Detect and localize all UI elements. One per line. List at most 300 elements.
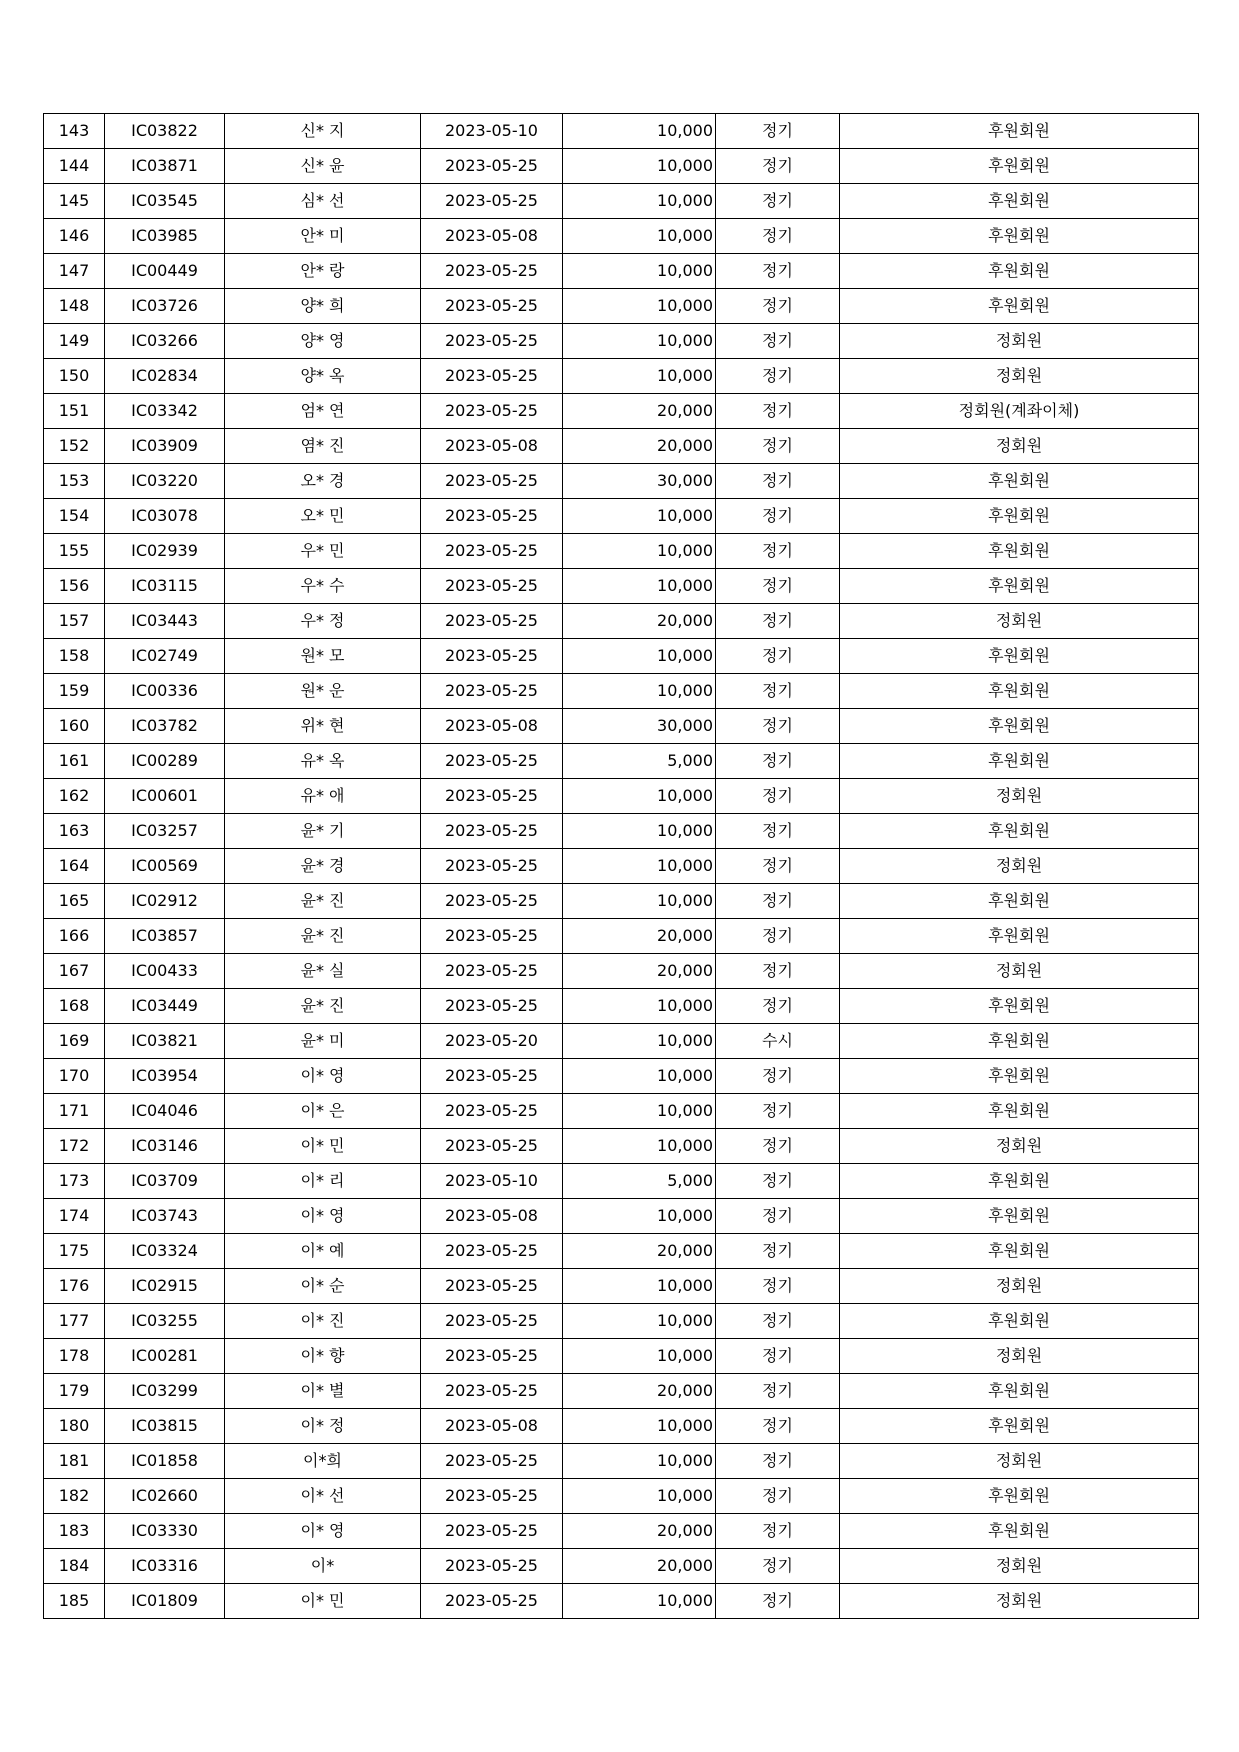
payment-type-cell: 정기 — [716, 1514, 840, 1549]
payment-type-cell: 정기 — [716, 779, 840, 814]
payment-date-cell: 2023-05-25 — [421, 1304, 563, 1339]
amount-cell: 10,000 — [563, 1444, 716, 1479]
donor-name-cell: 이* 정 — [225, 1409, 421, 1444]
table-row — [44, 1584, 1199, 1619]
amount-cell: 10,000 — [563, 1409, 716, 1444]
donation-table — [43, 113, 1199, 1619]
member-id-cell: IC03146 — [105, 1129, 225, 1164]
amount-cell: 10,000 — [563, 1059, 716, 1094]
member-type-cell: 후원회원 — [840, 1024, 1199, 1059]
donor-name-cell: 이* 민 — [225, 1129, 421, 1164]
payment-type-cell: 정기 — [716, 1584, 840, 1619]
member-id-cell: IC03115 — [105, 569, 225, 604]
member-id-cell: IC03324 — [105, 1234, 225, 1269]
member-type-cell: 후원회원 — [840, 114, 1199, 149]
payment-type-cell: 정기 — [716, 394, 840, 429]
member-id-cell: IC03726 — [105, 289, 225, 324]
donor-name-cell: 이* 영 — [225, 1059, 421, 1094]
payment-date-cell: 2023-05-25 — [421, 954, 563, 989]
amount-cell: 5,000 — [563, 1164, 716, 1199]
payment-date-cell: 2023-05-25 — [421, 534, 563, 569]
member-id-cell: IC00289 — [105, 744, 225, 779]
payment-type-cell: 정기 — [716, 464, 840, 499]
row-number-cell: 145 — [44, 184, 105, 219]
member-id-cell: IC03909 — [105, 429, 225, 464]
row-number-cell: 173 — [44, 1164, 105, 1199]
donor-name-cell: 윤* 진 — [225, 919, 421, 954]
amount-cell: 20,000 — [563, 1549, 716, 1584]
member-id-cell: IC03743 — [105, 1199, 225, 1234]
donor-name-cell: 유* 옥 — [225, 744, 421, 779]
amount-cell: 20,000 — [563, 954, 716, 989]
row-number-cell: 182 — [44, 1479, 105, 1514]
payment-type-cell: 정기 — [716, 1199, 840, 1234]
member-id-cell: IC03709 — [105, 1164, 225, 1199]
member-type-cell: 후원회원 — [840, 814, 1199, 849]
member-type-cell: 정회원 — [840, 779, 1199, 814]
table-row — [44, 1024, 1199, 1059]
member-id-cell: IC03782 — [105, 709, 225, 744]
member-type-cell: 정회원 — [840, 1549, 1199, 1584]
member-id-cell: IC02912 — [105, 884, 225, 919]
payment-type-cell: 정기 — [716, 1234, 840, 1269]
amount-cell: 10,000 — [563, 1269, 716, 1304]
payment-type-cell: 정기 — [716, 254, 840, 289]
payment-date-cell: 2023-05-25 — [421, 604, 563, 639]
payment-type-cell: 정기 — [716, 324, 840, 359]
donor-name-cell: 염* 진 — [225, 429, 421, 464]
payment-type-cell: 정기 — [716, 534, 840, 569]
amount-cell: 10,000 — [563, 499, 716, 534]
member-id-cell: IC03449 — [105, 989, 225, 1024]
amount-cell: 10,000 — [563, 149, 716, 184]
payment-date-cell: 2023-05-25 — [421, 989, 563, 1024]
member-id-cell: IC02660 — [105, 1479, 225, 1514]
row-number-cell: 174 — [44, 1199, 105, 1234]
member-type-cell: 후원회원 — [840, 744, 1199, 779]
table-row — [44, 324, 1199, 359]
payment-date-cell: 2023-05-25 — [421, 919, 563, 954]
row-number-cell: 160 — [44, 709, 105, 744]
member-type-cell: 정회원 — [840, 1584, 1199, 1619]
amount-cell: 10,000 — [563, 989, 716, 1024]
payment-date-cell: 2023-05-25 — [421, 289, 563, 324]
table-row — [44, 1059, 1199, 1094]
payment-date-cell: 2023-05-25 — [421, 359, 563, 394]
member-type-cell: 후원회원 — [840, 219, 1199, 254]
row-number-cell: 153 — [44, 464, 105, 499]
amount-cell: 20,000 — [563, 604, 716, 639]
table-row — [44, 779, 1199, 814]
row-number-cell: 147 — [44, 254, 105, 289]
member-id-cell: IC03078 — [105, 499, 225, 534]
amount-cell: 10,000 — [563, 1339, 716, 1374]
amount-cell: 10,000 — [563, 184, 716, 219]
amount-cell: 20,000 — [563, 1234, 716, 1269]
member-type-cell: 후원회원 — [840, 569, 1199, 604]
member-id-cell: IC03316 — [105, 1549, 225, 1584]
donor-name-cell: 이* 향 — [225, 1339, 421, 1374]
amount-cell: 10,000 — [563, 569, 716, 604]
donor-name-cell: 이* 영 — [225, 1199, 421, 1234]
table-row — [44, 1199, 1199, 1234]
payment-date-cell: 2023-05-25 — [421, 1374, 563, 1409]
amount-cell: 10,000 — [563, 674, 716, 709]
payment-date-cell: 2023-05-25 — [421, 569, 563, 604]
member-type-cell: 후원회원 — [840, 884, 1199, 919]
row-number-cell: 156 — [44, 569, 105, 604]
donor-name-cell: 이* 별 — [225, 1374, 421, 1409]
payment-date-cell: 2023-05-08 — [421, 709, 563, 744]
donor-name-cell: 윤* 진 — [225, 989, 421, 1024]
table-row — [44, 744, 1199, 779]
member-id-cell: IC00601 — [105, 779, 225, 814]
payment-date-cell: 2023-05-25 — [421, 1129, 563, 1164]
member-id-cell: IC00336 — [105, 674, 225, 709]
row-number-cell: 178 — [44, 1339, 105, 1374]
amount-cell: 10,000 — [563, 1304, 716, 1339]
amount-cell: 10,000 — [563, 779, 716, 814]
donor-name-cell: 신* 윤 — [225, 149, 421, 184]
payment-type-cell: 정기 — [716, 1479, 840, 1514]
row-number-cell: 163 — [44, 814, 105, 849]
payment-type-cell: 수시 — [716, 1024, 840, 1059]
member-id-cell: IC03255 — [105, 1304, 225, 1339]
payment-date-cell: 2023-05-25 — [421, 324, 563, 359]
row-number-cell: 162 — [44, 779, 105, 814]
payment-date-cell: 2023-05-10 — [421, 1164, 563, 1199]
row-number-cell: 185 — [44, 1584, 105, 1619]
table-row — [44, 1514, 1199, 1549]
amount-cell: 30,000 — [563, 709, 716, 744]
member-id-cell: IC03257 — [105, 814, 225, 849]
member-type-cell: 정회원 — [840, 954, 1199, 989]
member-id-cell: IC03857 — [105, 919, 225, 954]
amount-cell: 10,000 — [563, 1199, 716, 1234]
amount-cell: 10,000 — [563, 1479, 716, 1514]
table-row — [44, 604, 1199, 639]
row-number-cell: 143 — [44, 114, 105, 149]
donor-name-cell: 이* 은 — [225, 1094, 421, 1129]
donor-name-cell: 엄* 연 — [225, 394, 421, 429]
table-row — [44, 989, 1199, 1024]
amount-cell: 10,000 — [563, 1584, 716, 1619]
member-id-cell: IC00433 — [105, 954, 225, 989]
table-row — [44, 254, 1199, 289]
amount-cell: 20,000 — [563, 1374, 716, 1409]
amount-cell: 10,000 — [563, 1024, 716, 1059]
member-type-cell: 정회원 — [840, 1339, 1199, 1374]
row-number-cell: 181 — [44, 1444, 105, 1479]
member-id-cell: IC03954 — [105, 1059, 225, 1094]
payment-date-cell: 2023-05-08 — [421, 219, 563, 254]
table-row — [44, 569, 1199, 604]
amount-cell: 5,000 — [563, 744, 716, 779]
member-id-cell: IC03821 — [105, 1024, 225, 1059]
donor-name-cell: 안* 랑 — [225, 254, 421, 289]
table-row — [44, 1304, 1199, 1339]
payment-date-cell: 2023-05-25 — [421, 884, 563, 919]
row-number-cell: 152 — [44, 429, 105, 464]
member-type-cell: 정회원 — [840, 604, 1199, 639]
amount-cell: 20,000 — [563, 429, 716, 464]
payment-type-cell: 정기 — [716, 1129, 840, 1164]
donor-name-cell: 이* 예 — [225, 1234, 421, 1269]
amount-cell: 20,000 — [563, 1514, 716, 1549]
payment-date-cell: 2023-05-25 — [421, 149, 563, 184]
donor-name-cell: 윤* 진 — [225, 884, 421, 919]
donor-name-cell: 오* 민 — [225, 499, 421, 534]
member-type-cell: 후원회원 — [840, 1479, 1199, 1514]
payment-date-cell: 2023-05-08 — [421, 1409, 563, 1444]
row-number-cell: 171 — [44, 1094, 105, 1129]
member-id-cell: IC02939 — [105, 534, 225, 569]
member-type-cell: 정회원 — [840, 324, 1199, 359]
donor-name-cell: 이*희 — [225, 1444, 421, 1479]
payment-type-cell: 정기 — [716, 604, 840, 639]
table-row — [44, 289, 1199, 324]
donor-name-cell: 이* 영 — [225, 1514, 421, 1549]
member-type-cell: 후원회원 — [840, 919, 1199, 954]
donation-table-body — [44, 114, 1199, 1619]
amount-cell: 10,000 — [563, 289, 716, 324]
row-number-cell: 168 — [44, 989, 105, 1024]
member-id-cell: IC03266 — [105, 324, 225, 359]
payment-date-cell: 2023-05-25 — [421, 1549, 563, 1584]
member-type-cell: 후원회원 — [840, 1059, 1199, 1094]
row-number-cell: 146 — [44, 219, 105, 254]
member-type-cell: 정회원 — [840, 1129, 1199, 1164]
row-number-cell: 169 — [44, 1024, 105, 1059]
row-number-cell: 165 — [44, 884, 105, 919]
donor-name-cell: 오* 경 — [225, 464, 421, 499]
member-type-cell: 후원회원 — [840, 639, 1199, 674]
member-id-cell: IC03985 — [105, 219, 225, 254]
payment-type-cell: 정기 — [716, 1339, 840, 1374]
payment-type-cell: 정기 — [716, 289, 840, 324]
payment-type-cell: 정기 — [716, 1059, 840, 1094]
payment-date-cell: 2023-05-25 — [421, 814, 563, 849]
table-row — [44, 884, 1199, 919]
payment-type-cell: 정기 — [716, 1549, 840, 1584]
member-type-cell: 정회원 — [840, 1269, 1199, 1304]
member-type-cell: 정회원 — [840, 359, 1199, 394]
row-number-cell: 180 — [44, 1409, 105, 1444]
table-row — [44, 219, 1199, 254]
payment-date-cell: 2023-05-25 — [421, 254, 563, 289]
member-type-cell: 후원회원 — [840, 499, 1199, 534]
amount-cell: 20,000 — [563, 394, 716, 429]
table-row — [44, 1129, 1199, 1164]
payment-date-cell: 2023-05-25 — [421, 499, 563, 534]
member-id-cell: IC03342 — [105, 394, 225, 429]
member-id-cell: IC03299 — [105, 1374, 225, 1409]
row-number-cell: 149 — [44, 324, 105, 359]
donor-name-cell: 이* 선 — [225, 1479, 421, 1514]
payment-date-cell: 2023-05-25 — [421, 1584, 563, 1619]
payment-type-cell: 정기 — [716, 1094, 840, 1129]
row-number-cell: 164 — [44, 849, 105, 884]
amount-cell: 10,000 — [563, 219, 716, 254]
donor-name-cell: 이* 민 — [225, 1584, 421, 1619]
payment-type-cell: 정기 — [716, 1409, 840, 1444]
member-type-cell: 후원회원 — [840, 709, 1199, 744]
member-type-cell: 정회원 — [840, 849, 1199, 884]
payment-type-cell: 정기 — [716, 1444, 840, 1479]
donor-name-cell: 이* 리 — [225, 1164, 421, 1199]
payment-date-cell: 2023-05-25 — [421, 464, 563, 499]
member-id-cell: IC02749 — [105, 639, 225, 674]
table-row — [44, 709, 1199, 744]
row-number-cell: 177 — [44, 1304, 105, 1339]
row-number-cell: 159 — [44, 674, 105, 709]
table-row — [44, 464, 1199, 499]
row-number-cell: 150 — [44, 359, 105, 394]
member-type-cell: 후원회원 — [840, 1199, 1199, 1234]
donor-name-cell: 윤* 실 — [225, 954, 421, 989]
donor-name-cell: 심* 선 — [225, 184, 421, 219]
member-id-cell: IC01809 — [105, 1584, 225, 1619]
member-id-cell: IC00449 — [105, 254, 225, 289]
donor-name-cell: 양* 영 — [225, 324, 421, 359]
payment-date-cell: 2023-05-10 — [421, 114, 563, 149]
table-row — [44, 1164, 1199, 1199]
payment-type-cell: 정기 — [716, 114, 840, 149]
amount-cell: 20,000 — [563, 919, 716, 954]
member-type-cell: 후원회원 — [840, 289, 1199, 324]
donor-name-cell: 이* — [225, 1549, 421, 1584]
member-type-cell: 후원회원 — [840, 1514, 1199, 1549]
member-type-cell: 후원회원 — [840, 1304, 1199, 1339]
table-row — [44, 849, 1199, 884]
amount-cell: 10,000 — [563, 359, 716, 394]
payment-type-cell: 정기 — [716, 884, 840, 919]
payment-date-cell: 2023-05-25 — [421, 779, 563, 814]
table-row — [44, 1444, 1199, 1479]
amount-cell: 10,000 — [563, 1129, 716, 1164]
payment-type-cell: 정기 — [716, 1164, 840, 1199]
row-number-cell: 176 — [44, 1269, 105, 1304]
donor-name-cell: 원* 모 — [225, 639, 421, 674]
member-id-cell: IC03871 — [105, 149, 225, 184]
table-row — [44, 1409, 1199, 1444]
payment-date-cell: 2023-05-20 — [421, 1024, 563, 1059]
row-number-cell: 155 — [44, 534, 105, 569]
payment-type-cell: 정기 — [716, 814, 840, 849]
payment-type-cell: 정기 — [716, 919, 840, 954]
member-type-cell: 후원회원 — [840, 464, 1199, 499]
row-number-cell: 161 — [44, 744, 105, 779]
amount-cell: 10,000 — [563, 114, 716, 149]
row-number-cell: 144 — [44, 149, 105, 184]
table-row — [44, 499, 1199, 534]
payment-date-cell: 2023-05-25 — [421, 1234, 563, 1269]
amount-cell: 10,000 — [563, 639, 716, 674]
row-number-cell: 151 — [44, 394, 105, 429]
table-row — [44, 814, 1199, 849]
donor-name-cell: 윤* 기 — [225, 814, 421, 849]
payment-date-cell: 2023-05-25 — [421, 1339, 563, 1374]
row-number-cell: 183 — [44, 1514, 105, 1549]
payment-date-cell: 2023-05-25 — [421, 1094, 563, 1129]
donor-name-cell: 유* 애 — [225, 779, 421, 814]
table-row — [44, 674, 1199, 709]
payment-type-cell: 정기 — [716, 744, 840, 779]
payment-date-cell: 2023-05-25 — [421, 639, 563, 674]
donor-name-cell: 윤* 미 — [225, 1024, 421, 1059]
row-number-cell: 184 — [44, 1549, 105, 1584]
payment-date-cell: 2023-05-25 — [421, 1479, 563, 1514]
table-row — [44, 1374, 1199, 1409]
member-id-cell: IC04046 — [105, 1094, 225, 1129]
payment-type-cell: 정기 — [716, 1269, 840, 1304]
member-type-cell: 후원회원 — [840, 674, 1199, 709]
table-row — [44, 1234, 1199, 1269]
member-id-cell: IC01858 — [105, 1444, 225, 1479]
payment-type-cell: 정기 — [716, 849, 840, 884]
table-row — [44, 1094, 1199, 1129]
donor-name-cell: 우* 수 — [225, 569, 421, 604]
row-number-cell: 175 — [44, 1234, 105, 1269]
member-type-cell: 정회원 — [840, 1444, 1199, 1479]
payment-type-cell: 정기 — [716, 149, 840, 184]
donor-name-cell: 우* 정 — [225, 604, 421, 639]
member-type-cell: 후원회원 — [840, 1094, 1199, 1129]
payment-date-cell: 2023-05-08 — [421, 429, 563, 464]
table-row — [44, 184, 1199, 219]
table-row — [44, 394, 1199, 429]
donor-name-cell: 신* 지 — [225, 114, 421, 149]
amount-cell: 10,000 — [563, 1094, 716, 1129]
member-id-cell: IC00569 — [105, 849, 225, 884]
donor-name-cell: 위* 현 — [225, 709, 421, 744]
member-type-cell: 후원회원 — [840, 1164, 1199, 1199]
payment-date-cell: 2023-05-25 — [421, 849, 563, 884]
row-number-cell: 154 — [44, 499, 105, 534]
amount-cell: 10,000 — [563, 254, 716, 289]
payment-type-cell: 정기 — [716, 429, 840, 464]
row-number-cell: 179 — [44, 1374, 105, 1409]
member-type-cell: 후원회원 — [840, 149, 1199, 184]
payment-type-cell: 정기 — [716, 184, 840, 219]
donor-name-cell: 윤* 경 — [225, 849, 421, 884]
member-id-cell: IC02834 — [105, 359, 225, 394]
table-row — [44, 639, 1199, 674]
table-row — [44, 534, 1199, 569]
payment-type-cell: 정기 — [716, 499, 840, 534]
payment-type-cell: 정기 — [716, 569, 840, 604]
payment-type-cell: 정기 — [716, 359, 840, 394]
amount-cell: 10,000 — [563, 534, 716, 569]
payment-date-cell: 2023-05-25 — [421, 1269, 563, 1304]
payment-type-cell: 정기 — [716, 1304, 840, 1339]
payment-type-cell: 정기 — [716, 219, 840, 254]
row-number-cell: 167 — [44, 954, 105, 989]
payment-type-cell: 정기 — [716, 954, 840, 989]
member-type-cell: 후원회원 — [840, 1234, 1199, 1269]
amount-cell: 10,000 — [563, 324, 716, 359]
table-row — [44, 429, 1199, 464]
amount-cell: 30,000 — [563, 464, 716, 499]
donor-name-cell: 양* 옥 — [225, 359, 421, 394]
payment-date-cell: 2023-05-08 — [421, 1199, 563, 1234]
payment-date-cell: 2023-05-25 — [421, 184, 563, 219]
member-type-cell: 후원회원 — [840, 184, 1199, 219]
member-type-cell: 후원회원 — [840, 254, 1199, 289]
member-type-cell: 정회원 — [840, 429, 1199, 464]
payment-date-cell: 2023-05-25 — [421, 1059, 563, 1094]
member-type-cell: 정회원(계좌이체) — [840, 394, 1199, 429]
